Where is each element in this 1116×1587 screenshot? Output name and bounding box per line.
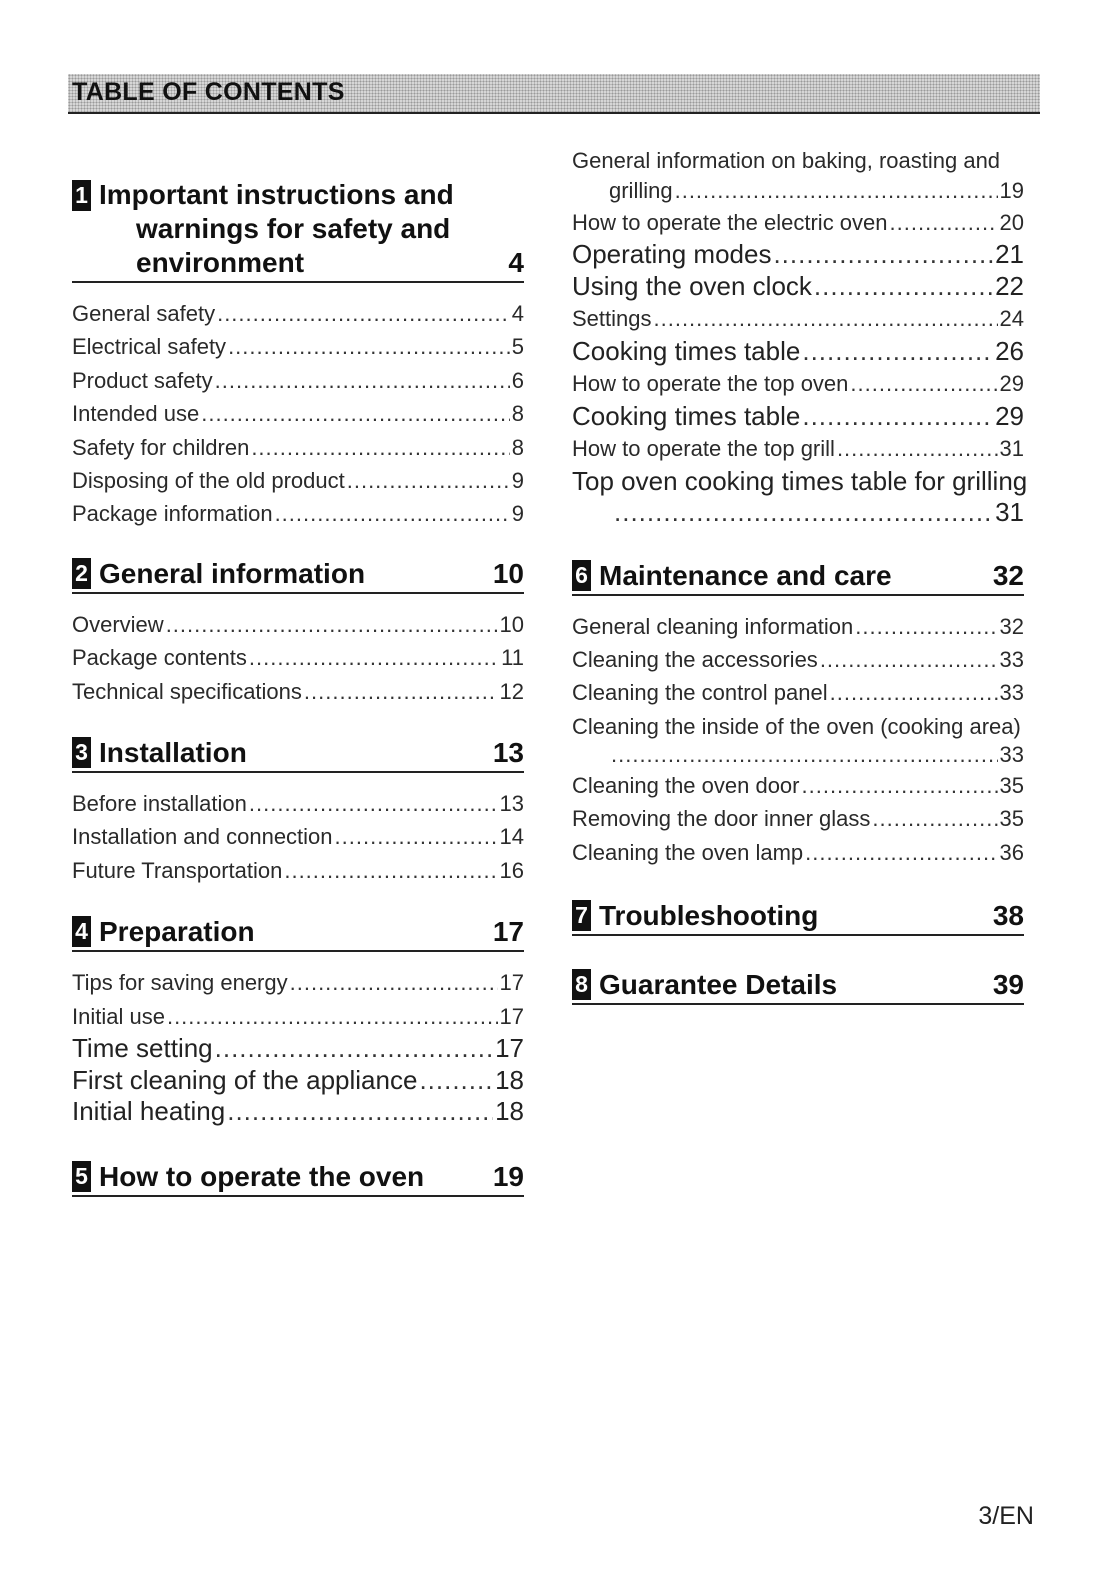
dot-leader — [802, 401, 993, 433]
toc-entry-label: Overview — [72, 611, 164, 637]
toc-entry-page: 10 — [499, 611, 524, 637]
section-page-number: 32 — [992, 559, 1024, 591]
toc-entry[interactable] — [572, 676, 1024, 709]
dot-leader — [773, 239, 993, 271]
toc-entry-page: 18 — [495, 1064, 524, 1095]
toc-entry-label: Initial heating — [72, 1096, 226, 1127]
dot-leader — [814, 271, 993, 303]
toc-entry[interactable] — [72, 364, 524, 397]
toc-entry-label: General safety — [72, 301, 216, 326]
toc-entry-page: 13 — [499, 791, 524, 817]
toc-entry-page: 12 — [499, 678, 524, 704]
dot-leader — [166, 608, 498, 641]
dot-leader — [215, 1033, 493, 1065]
section-title-line: environment — [136, 247, 305, 278]
toc-entry-label: General cleaning information — [572, 613, 854, 639]
toc-entry[interactable] — [572, 802, 1024, 835]
toc-entry[interactable] — [572, 336, 1024, 368]
section-5 — [72, 1160, 524, 1197]
toc-entry-label: How to operate the electric oven — [572, 210, 888, 235]
toc-entry[interactable] — [72, 966, 524, 999]
toc-entry-label: Installation and connection — [72, 824, 333, 850]
section-page-number: 13 — [492, 737, 524, 769]
dot-leader — [251, 431, 509, 464]
toc-entry[interactable] — [572, 643, 1024, 676]
dot-leader — [872, 802, 997, 835]
toc-entry[interactable] — [572, 769, 1024, 802]
toc-entry-page: 16 — [499, 857, 524, 883]
toc-entry-page: 11 — [501, 645, 524, 671]
toc-entry-page: 33 — [999, 680, 1024, 706]
section-title-line: warnings for safety and — [136, 213, 451, 244]
toc-entry[interactable] — [72, 431, 524, 464]
section-number-badge: 4 — [72, 916, 91, 947]
toc-entry-label: Package contents — [72, 645, 247, 671]
toc-entry[interactable] — [72, 1096, 524, 1128]
section-8-heading[interactable] — [572, 968, 1024, 1005]
toc-entry[interactable] — [572, 271, 1024, 303]
toc-entry[interactable] — [72, 641, 524, 674]
dot-leader — [820, 643, 998, 676]
toc-entry-page: 33 — [999, 647, 1024, 673]
dot-leader — [419, 1065, 493, 1097]
toc-entry-page: 35 — [999, 772, 1024, 798]
toc-entry-label: Using the oven clock — [572, 270, 812, 301]
toc-entry-page: 26 — [995, 335, 1024, 366]
toc-entry[interactable] — [572, 367, 1024, 400]
section-title: General information — [99, 557, 366, 589]
toc-entry-page: 17 — [499, 1003, 524, 1029]
dot-leader — [802, 336, 993, 368]
section-4-heading[interactable] — [72, 915, 524, 952]
dot-leader — [802, 769, 998, 802]
section-6 — [572, 559, 1024, 869]
toc-entry-page: 36 — [999, 839, 1024, 865]
toc-entry-label: Intended use — [72, 401, 200, 427]
section-5-heading[interactable] — [72, 1160, 524, 1197]
dot-leader — [201, 397, 510, 430]
toc-entry-label: Future Transportation — [72, 857, 283, 883]
dot-leader — [805, 836, 997, 869]
toc-entry-label: Cleaning the oven door — [572, 772, 800, 798]
dot-leader — [290, 966, 498, 999]
toc-entry-page: 5 — [511, 334, 524, 360]
toc-entry[interactable] — [572, 206, 1024, 239]
toc-entry-label: How to operate the top oven — [572, 371, 849, 397]
dot-leader — [227, 1096, 493, 1128]
toc-entry-page: 21 — [995, 239, 1024, 270]
toc-entry[interactable] — [72, 464, 524, 497]
toc-entry-label: General information on baking, roasting and — [572, 148, 1001, 173]
section-title: Guarantee Details — [599, 969, 838, 1001]
toc-entry[interactable] — [72, 608, 524, 641]
section-7-heading[interactable] — [572, 899, 1024, 936]
section-number-badge: 6 — [572, 560, 591, 591]
toc-entry-label: Package information — [72, 501, 273, 527]
toc-entry-label: Tips for saving energy — [72, 970, 288, 996]
section-title-line: Important instructions and — [99, 179, 454, 210]
toc-entry[interactable] — [72, 297, 524, 330]
section-2 — [72, 557, 524, 708]
section-page-number: 4 — [508, 247, 524, 278]
dot-leader — [217, 297, 510, 330]
toc-entry-page: 9 — [511, 468, 524, 494]
toc-entry-page: 31 — [995, 497, 1024, 528]
dot-leader — [675, 176, 998, 206]
dot-leader — [167, 1000, 498, 1033]
section-number-badge: 8 — [572, 969, 591, 1000]
toc-entry-page: 32 — [999, 613, 1024, 639]
dot-leader — [284, 854, 497, 887]
dot-leader — [275, 497, 510, 530]
toc-entry-label: Cleaning the inside of the oven (cooking area) — [572, 713, 1021, 739]
toc-entry-page: 31 — [999, 436, 1024, 462]
toc-entry[interactable] — [72, 854, 524, 887]
toc-title: TABLE OF CONTENTS — [72, 78, 345, 106]
toc-entry[interactable] — [72, 1065, 524, 1097]
section-2-heading[interactable] — [72, 557, 524, 594]
toc-entry-label: Initial use — [72, 1003, 165, 1029]
toc-entry-label: Product safety — [72, 367, 213, 393]
page-footer-number: 3/EN — [978, 1502, 1034, 1530]
toc-entry-label: Cleaning the control panel — [572, 680, 828, 706]
dot-leader — [890, 206, 998, 239]
toc-entry-label: Cooking times table — [572, 400, 801, 431]
toc-entry-page: 14 — [499, 824, 524, 850]
toc-entry[interactable] — [572, 302, 1024, 335]
section-page-number: 39 — [992, 969, 1024, 1001]
section-number-badge: 5 — [72, 1161, 91, 1192]
section-number-badge: 7 — [572, 900, 591, 931]
right-column — [572, 146, 1028, 1005]
dot-leader — [830, 676, 998, 709]
toc-entry[interactable] — [72, 397, 524, 430]
toc-entry-page: 8 — [511, 434, 524, 460]
dot-leader — [611, 741, 998, 769]
toc-entry-page: 4 — [511, 301, 524, 326]
toc-entry-label: Disposing of the old product — [72, 468, 345, 494]
section-number-badge: 2 — [72, 558, 91, 589]
section-title: Installation — [99, 737, 247, 769]
section-page-number: 38 — [992, 900, 1024, 932]
toc-entry-label: Settings — [572, 306, 652, 332]
toc-entry-page: 8 — [511, 401, 524, 427]
section-title: Maintenance and care — [599, 559, 892, 591]
section-1-heading[interactable] — [72, 178, 524, 283]
toc-entry-label: First cleaning of the appliance — [72, 1064, 418, 1095]
toc-entry-page: 17 — [495, 1033, 524, 1064]
toc-entry-label: Safety for children — [72, 434, 250, 460]
toc-entry[interactable] — [72, 675, 524, 708]
section-1 — [72, 178, 524, 531]
section-title: How to operate the oven — [99, 1160, 425, 1192]
left-column — [72, 178, 524, 1197]
toc-entry[interactable] — [72, 497, 524, 530]
dot-leader — [249, 641, 499, 674]
toc-entry-page: 33 — [999, 741, 1024, 767]
section-8 — [572, 968, 1024, 1005]
section-number-badge: 3 — [72, 737, 91, 768]
section-title: Troubleshooting — [599, 900, 819, 932]
section-3-heading[interactable] — [72, 736, 524, 773]
toc-entry-label: Top oven cooking times table for grilling — [572, 465, 1028, 496]
dot-leader — [837, 432, 998, 465]
toc-entry[interactable] — [572, 146, 1024, 206]
toc-entry-label: Electrical safety — [72, 334, 227, 360]
toc-entry-label: Cleaning the accessories — [572, 647, 818, 673]
toc-entry[interactable] — [72, 820, 524, 853]
dot-leader — [850, 367, 997, 400]
toc-entry[interactable] — [572, 836, 1024, 869]
section-title — [99, 178, 498, 280]
section-3 — [72, 736, 524, 887]
section-page-number: 10 — [492, 557, 524, 589]
toc-entry-page: 19 — [999, 178, 1024, 203]
section-page-number: 17 — [492, 916, 524, 948]
toc-entry-page: 6 — [511, 367, 524, 393]
toc-entry-page: 29 — [999, 371, 1024, 397]
dot-leader — [855, 610, 997, 643]
section-number-badge: 1 — [72, 180, 91, 211]
toc-entry-label: Cooking times table — [572, 335, 801, 366]
toc-entry-page: 9 — [511, 501, 524, 527]
toc-entry-label: Time setting — [72, 1033, 213, 1064]
toc-entry-label-continued: grilling — [609, 178, 673, 203]
toc-entry[interactable] — [72, 330, 524, 363]
toc-entry[interactable] — [572, 713, 1024, 769]
dot-leader — [335, 820, 498, 853]
toc-entry-label: Cleaning the oven lamp — [572, 839, 804, 865]
section-page-number: 19 — [492, 1160, 524, 1192]
toc-entry-label: Removing the door inner glass — [572, 806, 871, 832]
toc-entry-label: How to operate the top grill — [572, 436, 835, 462]
toc-entry-page: 24 — [999, 306, 1024, 332]
section-4 — [72, 915, 524, 1127]
toc-entry[interactable] — [572, 239, 1024, 271]
dot-leader — [249, 787, 498, 820]
dot-leader — [614, 497, 993, 529]
toc-entry-label: Before installation — [72, 791, 247, 817]
toc-entry[interactable] — [572, 432, 1024, 465]
toc-banner — [68, 74, 1040, 114]
section-7 — [572, 899, 1024, 936]
dot-leader — [304, 675, 498, 708]
dot-leader — [654, 302, 998, 335]
toc-entry-page: 29 — [995, 400, 1024, 431]
toc-entry-label: Technical specifications — [72, 678, 302, 704]
toc-entry-page: 22 — [995, 270, 1024, 301]
toc-entry[interactable] — [72, 787, 524, 820]
toc-entry[interactable] — [572, 401, 1024, 433]
dot-leader — [228, 330, 510, 363]
toc-entry[interactable] — [572, 610, 1024, 643]
toc-entry[interactable] — [72, 1033, 524, 1065]
toc-entry[interactable] — [72, 1000, 524, 1033]
section-title: Preparation — [99, 916, 255, 948]
toc-entry-page: 35 — [999, 806, 1024, 832]
section-6-heading[interactable] — [572, 559, 1024, 596]
dot-leader — [215, 364, 510, 397]
dot-leader — [347, 464, 510, 497]
toc-entry-label: Operating modes — [572, 239, 772, 270]
toc-entry-page: 20 — [999, 210, 1024, 235]
toc-entry-page: 18 — [495, 1096, 524, 1127]
toc-entry-page: 17 — [499, 970, 524, 996]
toc-entry[interactable] — [572, 465, 1028, 529]
